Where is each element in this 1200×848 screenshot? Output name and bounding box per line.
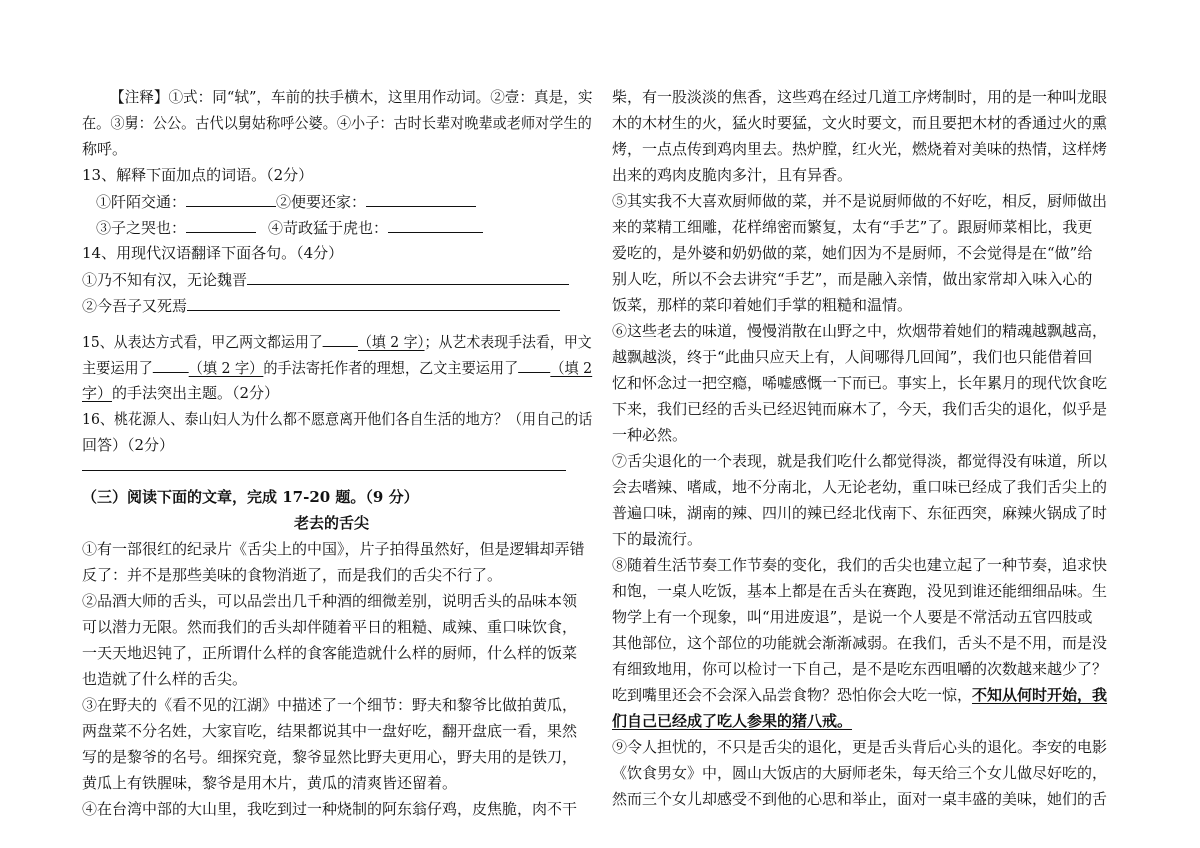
answer-line[interactable] [82, 470, 566, 471]
article-line: 来的菜精工细雕，花样绵密而繁复，太有“手艺”了。跟厨师菜相比，我更 [612, 218, 1093, 236]
article-line-emphasis [612, 685, 1107, 705]
q16-line-2: 回答）（2分） [82, 436, 175, 454]
article-line: 一种必然。 [612, 426, 688, 444]
q15-text: 的手法寄托作者的理想，乙文主要运用了 [263, 359, 519, 377]
q15-text: 15、从表达方式看，甲乙两文都运用了 [82, 333, 323, 351]
article-text: 吃到嘴里还会不会深入品尝食物？恐怕你会大吃一惊， [612, 686, 973, 704]
article-line: 会去嗜辣、嗜咸，地不分南北，人无论老幼，重口味已经成了我们舌尖上的 [612, 478, 1108, 496]
article-line: 烤，一点点传到鸡肉里去。热炉膛，红火光，燃烧着对美味的热情，这样烤 [612, 140, 1108, 158]
note-line-3: 称呼。 [82, 140, 128, 158]
article-line: ⑥这些老去的味道，慢慢消散在山野之中，炊烟带着她们的精魂越飘越高， [612, 322, 1108, 340]
article-line: 柴，有一股淡淡的焦香，这些鸡在经过几道工序烤制时，用的是一种叫龙眼 [612, 88, 1108, 106]
q13-item-4: ④苛政猛于虎也： [268, 219, 389, 237]
answer-blank[interactable] [388, 217, 483, 233]
article-line: 《饮食男女》中，圆山大饭店的大厨师老朱，每天给三个女儿做尽好吃的， [612, 764, 1108, 782]
q15-hint: （填 2 字） [358, 333, 425, 351]
article-title: 老去的舌尖 [294, 514, 370, 532]
answer-blank[interactable] [247, 269, 569, 285]
article-line: ③在野夫的《看不见的江湖》中描述了一个细节：野夫和黎爷比做拍黄瓜， [82, 696, 578, 714]
article-line: 反了：并不是那些美味的食物消逝了，而是我们的舌尖不行了。 [82, 566, 503, 584]
note-line-1: 【注释】①式：同“轼”，车前的扶手横木，这里用作动词。②壹：真是，实 [110, 88, 593, 106]
article-line: ①有一部很红的纪录片《舌尖上的中国》，片子拍得虽然好，但是逻辑却弄错 [82, 540, 585, 558]
q15-text: 主要运用了 [82, 359, 153, 377]
q14-row-1 [82, 269, 569, 289]
article-line: 饭菜，那样的菜印着她们手掌的粗糙和温情。 [612, 296, 913, 314]
q15-text: ；从艺术表现手法看，甲文 [424, 333, 592, 351]
q14-row-2 [82, 295, 560, 315]
q15-line-1 [82, 331, 592, 351]
article-line: ⑧随着生活节奏工作节奏的变化，我们的舌尖也建立起了一种节奏，追求快 [612, 556, 1108, 574]
article-line: 也造就了什么样的舌尖。 [82, 670, 248, 688]
answer-blank[interactable] [518, 357, 550, 373]
article-line: 然而三个女儿却感受不到他的心思和举止，面对一桌丰盛的美味，她们的舌 [612, 790, 1108, 808]
q15-hint: （填 2 字） [188, 359, 264, 377]
article-line: ④在台湾中部的大山里，我吃到过一种烧制的阿东翁仔鸡，皮焦脆，肉不干 [82, 800, 578, 818]
article-line: 可以潜力无限。然而我们的舌头却伴随着平日的粗糙、咸辣、重口味饮食， [82, 618, 578, 636]
article-line: 忆和怀念过一把空瘾，唏嘘感慨一下而已。事实上，长年累月的现代饮食吃 [612, 374, 1108, 392]
article-line: ⑦舌尖退化的一个表现，就是我们吃什么都觉得淡，都觉得没有味道，所以 [612, 452, 1108, 470]
article-line: 两盘菜不分名姓，大家盲吃，结果都说其中一盘好吃，翻开盘底一看，果然 [82, 722, 578, 740]
article-line: 下的最流行。 [612, 530, 703, 548]
answer-blank[interactable] [187, 295, 560, 311]
article-line: 普遍口味，湖南的辣、四川的辣已经北伐南下、东征西突，麻辣火锅成了时 [612, 504, 1108, 522]
q14-item-1: ①乃不知有汉，无论魏晋 [82, 271, 248, 289]
answer-blank[interactable] [186, 191, 276, 207]
article-line: 有细致地用，你可以检讨一下自己，是不是吃东西咀嚼的次数越来越少了？ [612, 660, 1108, 678]
q15-hint: （填 2 [550, 359, 593, 377]
q15-line-2 [82, 357, 592, 377]
answer-blank[interactable] [366, 191, 476, 207]
q13-row-1 [96, 191, 476, 211]
section-heading: （三）阅读下面的文章，完成 17-20 题。（9 分） [82, 488, 419, 506]
q15-hint: 字） [82, 384, 113, 402]
q14-item-2: ②今吾子又死焉 [82, 297, 188, 315]
article-line: 写的是黎爷的名号。细探究竟，黎爷显然比野夫更用心，野夫用的是铁刀， [82, 748, 578, 766]
article-line: 和饱，一桌人吃饭，基本上都是在舌头在赛跑，没见到谁还能细细品味。生 [612, 582, 1108, 600]
note-line-2: 在。③舅：公公。古代以舅姑称呼公婆。④小子：古时长辈对晚辈或老师对学生的 [82, 114, 592, 132]
answer-blank[interactable] [186, 217, 256, 233]
q13-item-2: ②便要还家： [276, 193, 367, 211]
article-line: ⑨令人担忧的，不只是舌尖的退化，更是舌头背后心头的退化。李安的电影 [612, 738, 1108, 756]
q15-text: 的手法突出主题。（2分） [112, 384, 280, 402]
article-line: 其他部位，这个部位的功能就会渐渐减弱。在我们，舌头不是不用，而是没 [612, 634, 1108, 652]
article-line: 别人吃，所以不会去讲究“手艺”，而是融入亲情，做出家常却入味入心的 [612, 270, 1093, 288]
article-line: 下来，我们已经的舌头已经迟钝而麻木了，今天，我们舌尖的退化，似乎是 [612, 400, 1108, 418]
underlined-sentence: 不知从何时开始，我 [972, 686, 1108, 704]
q13-item-1: ①阡陌交通： [96, 193, 187, 211]
underlined-sentence: 们自己已经成了吃人参果的猪八戒。 [612, 712, 853, 730]
article-line: 一天天地迟钝了，正所谓什么样的食客能造就什么样的厨师，什么样的饭菜 [82, 644, 578, 662]
q13-item-3: ③子之哭也： [96, 219, 187, 237]
q13-stem: 13、解释下面加点的词语。（2分） [82, 166, 314, 184]
answer-blank[interactable] [153, 357, 189, 373]
article-line: 木的木材生的火，猛火时要猛，文火时要文，而且要把木材的香通过火的熏 [612, 114, 1108, 132]
article-line: 物学上有一个现象，叫“用进废退”，是说一个人要是不常活动五官四肢或 [612, 608, 1093, 626]
q14-stem: 14、用现代汉语翻译下面各句。（4分） [82, 244, 344, 262]
q15-line-3 [82, 383, 279, 403]
answer-blank[interactable] [323, 331, 358, 347]
article-line: 爱吃的，是外婆和奶奶做的菜，她们因为不是厨师，不会觉得是在“做”给 [612, 244, 1093, 262]
article-line: ⑤其实我不大喜欢厨师做的菜，并不是说厨师做的不好吃，相反，厨师做出 [612, 192, 1108, 210]
article-line: ②品酒大师的舌头，可以品尝出几千种酒的细微差别，说明舌头的品味本领 [82, 592, 578, 610]
q13-row-2 [96, 217, 483, 237]
article-line: 越飘越淡，终于“此曲只应天上有，人间哪得几回闻”，我们也只能借着回 [612, 348, 1093, 366]
article-line: 黄瓜上有铁腥味，黎爷是用木片，黄瓜的清爽皆还留着。 [82, 774, 458, 792]
q16-line-1: 16、桃花源人、泰山妇人为什么都不愿意离开他们各自生活的地方？（用自己的话 [82, 410, 593, 428]
article-line: 出来的鸡肉皮脆肉多汁，且有异香。 [612, 166, 853, 184]
